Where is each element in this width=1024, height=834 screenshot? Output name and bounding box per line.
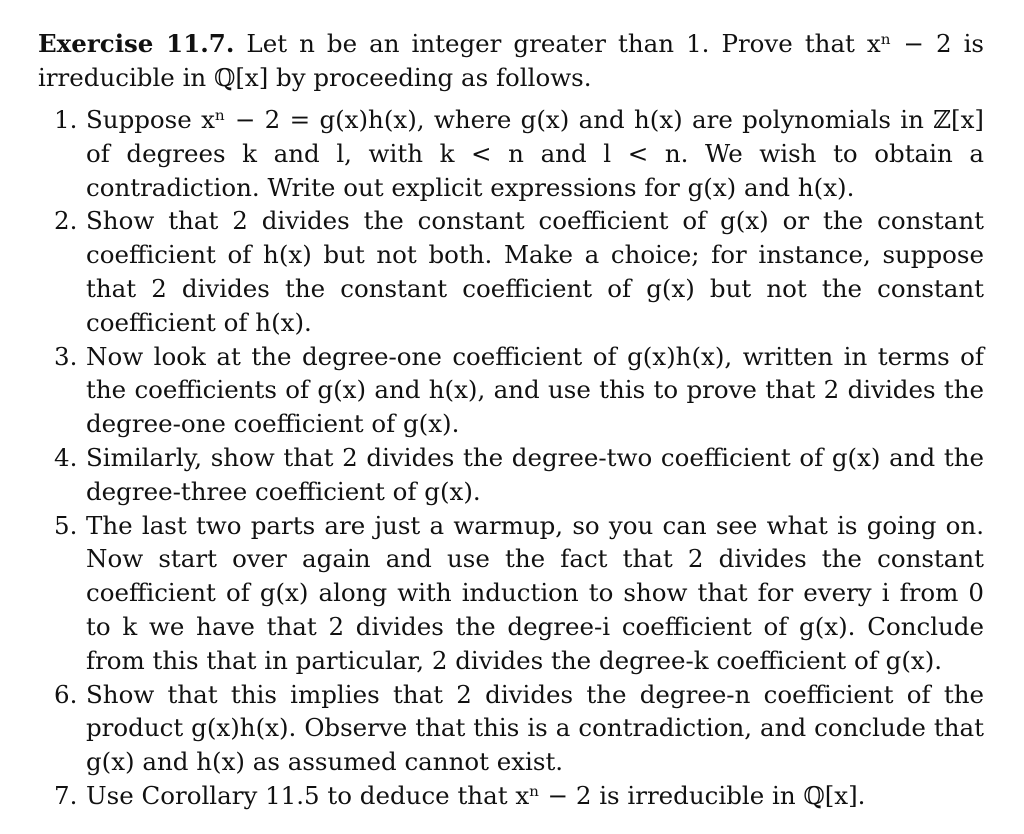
list-item	[38, 509, 984, 678]
list-item	[38, 441, 984, 509]
list-item	[38, 204, 984, 339]
list-item	[38, 779, 984, 813]
item-number: 2.	[54, 206, 78, 236]
item-text: Show that 2 divides the constant coefficient of g(x) or the constant coefficient of h(x) but not both. Make a choice; for instance, suppose that 2 divides the constant coefficient of g(x) but not the constant coefficient of h(x).	[86, 206, 984, 337]
item-number: 6.	[54, 679, 78, 709]
item-number: 5.	[54, 510, 78, 540]
item-text: Use Corollary 11.5 to deduce that xⁿ − 2 is irreducible in ℚ[x].	[86, 780, 866, 810]
item-text: Now look at the degree-one coefficient of g(x)h(x), written in terms of the coefficients of g(x) and h(x), and use this to prove that 2 divides the degree-one coefficient of g(x).	[86, 341, 984, 439]
list-item	[38, 103, 984, 204]
exercise-text: Let n be an integer greater than 1. Prove that xⁿ − 2 is irreducible in ℚ[x] by proceeding as follows.	[38, 29, 984, 92]
exercise-heading: Exercise 11.7.	[38, 29, 235, 58]
item-text: Similarly, show that 2 divides the degree-two coefficient of g(x) and the degree-three coefficient of g(x).	[86, 442, 984, 506]
list-item	[38, 340, 984, 441]
item-number: 3.	[54, 341, 78, 371]
item-text: Show that this implies that 2 divides the degree-n coefficient of the product g(x)h(x). Observe that this is a contradiction, and conclude that g(x) and h(x) as assumed cannot exist.	[86, 679, 984, 777]
exercise-statement	[38, 27, 984, 94]
item-number: 1.	[54, 105, 78, 134]
item-number: 4.	[54, 442, 78, 472]
exercise-parts-list	[38, 103, 984, 813]
item-number: 7.	[54, 780, 78, 810]
item-text: The last two parts are just a warmup, so you can see what is going on. Now start over again and use the fact that 2 divides the constant coefficient of g(x) along with induction to show that for every i from 0 to k we have that 2 divides the degree-i coefficient of g(x). Conclude from this that in particular, 2 divides the degree-k coefficient of g(x).	[86, 510, 984, 675]
item-text: Suppose xⁿ − 2 = g(x)h(x), where g(x) and h(x) are polynomials in ℤ[x] of degrees k and l, with k < n and l < n. We wish to obtain a contradiction. Write out explicit expressions for g(x) and h(x).	[86, 105, 984, 202]
list-item	[38, 678, 984, 779]
